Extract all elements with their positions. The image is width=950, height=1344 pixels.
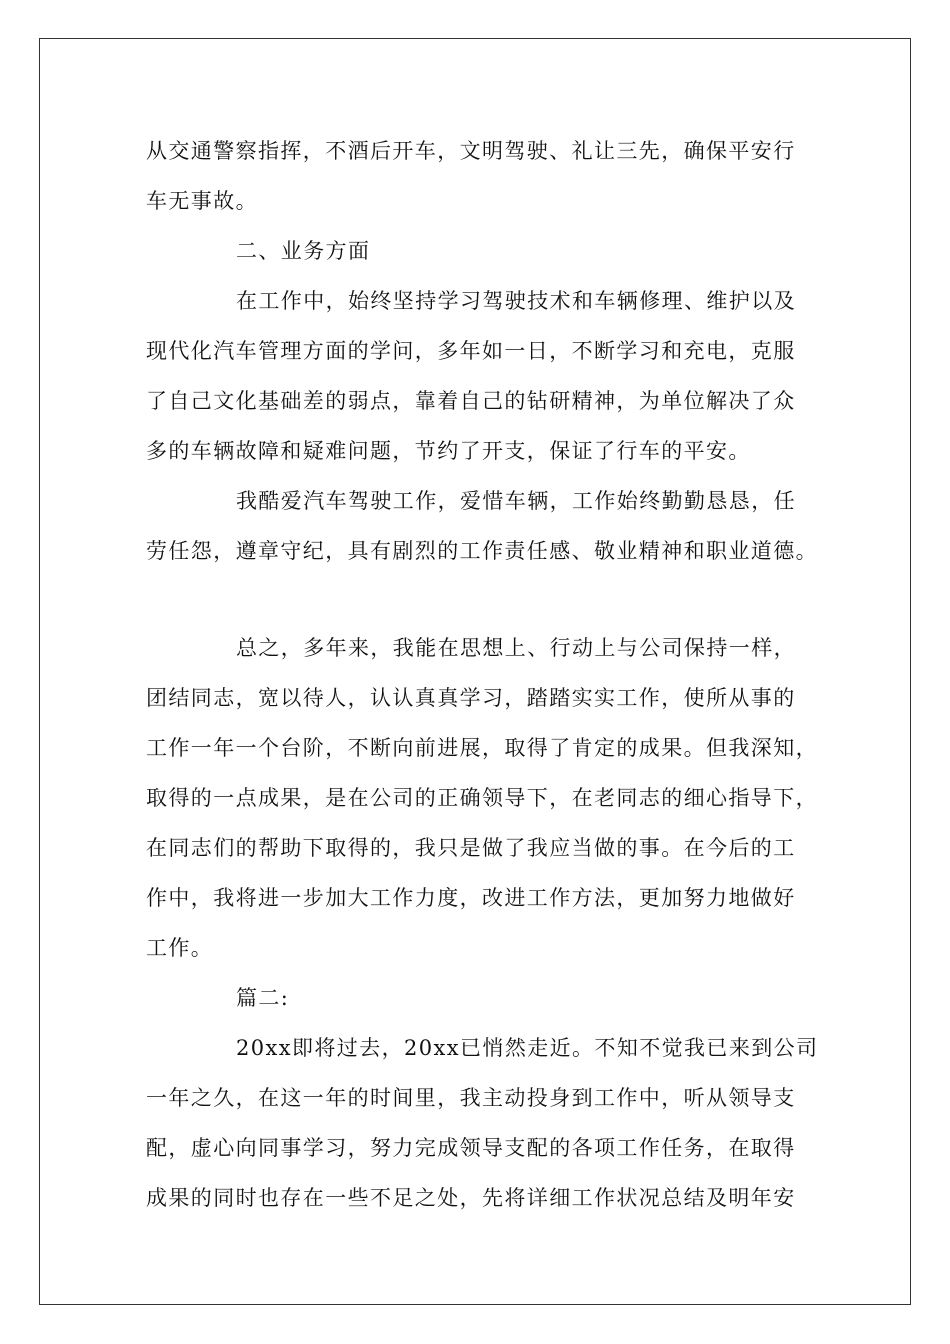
text-line: 成果的同时也存在一些不足之处，先将详细工作状况总结及明年安 xyxy=(146,1186,796,1210)
text-line: 工作。 xyxy=(146,936,214,960)
text-line: 车无事故。 xyxy=(146,189,258,213)
text-line: 配，虚心向同事学习，努力完成领导支配的各项工作任务，在取得 xyxy=(146,1136,796,1160)
text-line: 作中，我将进一步加大工作力度，改进工作方法，更加努力地做好 xyxy=(146,886,796,910)
text-line: 取得的一点成果，是在公司的正确领导下，在老同志的细心指导下， xyxy=(146,786,818,810)
text-line: 在工作中，始终坚持学习驾驶技术和车辆修理、维护以及 xyxy=(236,289,796,313)
text-line: 了自己文化基础差的弱点，靠着自己的钻研精神，为单位解决了众 xyxy=(146,389,796,413)
page-border xyxy=(39,38,911,1305)
text-line: 现代化汽车管理方面的学问，多年如一日，不断学习和充电，克服 xyxy=(146,339,796,363)
section-heading: 二、业务方面 xyxy=(236,239,371,263)
text-line: 我酷爱汽车驾驶工作，爱惜车辆，工作始终勤勤恳恳，任 xyxy=(236,489,796,513)
text-line: 工作一年一个台阶，不断向前进展，取得了肯定的成果。但我深知， xyxy=(146,736,818,760)
text-line: 一年之久，在这一年的时间里，我主动投身到工作中，听从领导支 xyxy=(146,1086,796,1110)
section-heading: 篇二: xyxy=(236,986,290,1010)
text-line: 团结同志，宽以待人，认认真真学习，踏踏实实工作，使所从事的 xyxy=(146,686,796,710)
text-line: 劳任怨，遵章守纪，具有剧烈的工作责任感、敬业精神和职业道德。 xyxy=(146,539,818,563)
text-line: 在同志们的帮助下取得的，我只是做了我应当做的事。在今后的工 xyxy=(146,836,796,860)
text-line: 总之，多年来，我能在思想上、行动上与公司保持一样， xyxy=(236,636,796,660)
text-line: 从交通警察指挥，不酒后开车，文明驾驶、礼让三先，确保平安行 xyxy=(146,139,796,163)
text-line: 多的车辆故障和疑难问题，节约了开支，保证了行车的平安。 xyxy=(146,439,751,463)
text-line: 20xx即将过去，20xx已悄然走近。不知不觉我已来到公司 xyxy=(236,1036,819,1060)
